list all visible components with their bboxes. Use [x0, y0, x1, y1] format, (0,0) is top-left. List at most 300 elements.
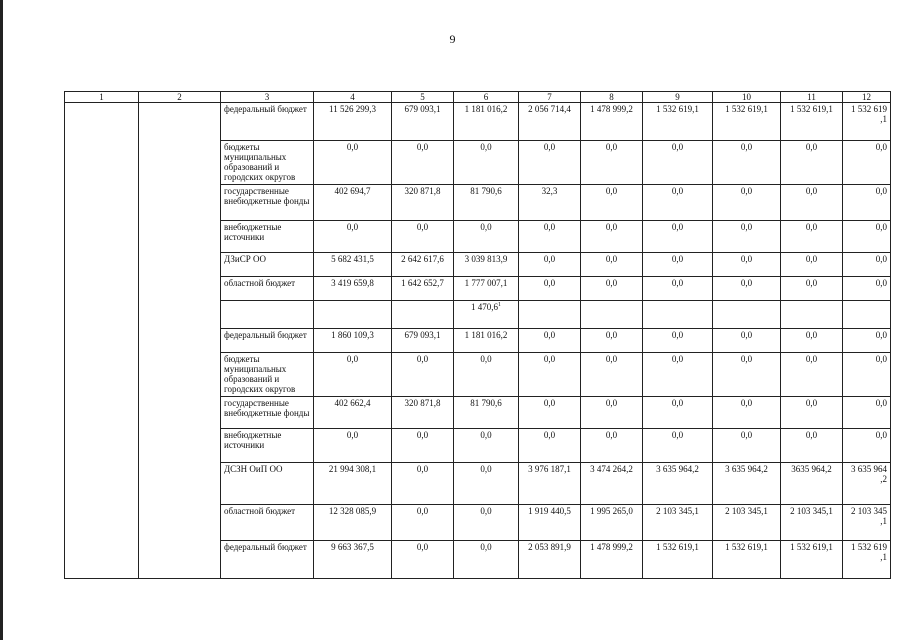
budget-table	[64, 91, 891, 579]
value-text: 0,0	[740, 222, 753, 232]
value-cell-col11	[781, 185, 843, 221]
value-cell-col7	[519, 253, 581, 277]
value-text: 0,0	[480, 506, 492, 516]
value-cell-col7	[519, 185, 581, 221]
value-text: 1 532 619 ,1	[851, 104, 887, 124]
value-text: 0,0	[543, 142, 556, 152]
value-cell-col12	[843, 463, 891, 505]
value-text: 1 532 619,1	[656, 542, 699, 552]
value-cell-col11	[781, 353, 843, 397]
value-text: 0,0	[605, 186, 618, 196]
value-cell-col7	[519, 353, 581, 397]
row-label: государственные внебюджетные фонды	[221, 185, 314, 221]
value-text: 0,0	[671, 278, 684, 288]
page-left-rule	[0, 0, 3, 640]
value-text: 0,0	[875, 354, 887, 364]
value-text: 0,0	[875, 254, 887, 264]
col1-cell	[65, 429, 139, 463]
value-cell-col5	[392, 353, 454, 397]
value-text: 2 642 617,6	[401, 254, 444, 264]
value-cell-col5	[392, 329, 454, 353]
value-cell-col5	[392, 505, 454, 541]
value-text: 3 635 964,2	[656, 464, 699, 474]
value-cell-col9	[643, 301, 713, 329]
value-text: 0,0	[805, 222, 818, 232]
value-cell-col4	[314, 429, 392, 463]
value-cell-col9	[643, 541, 713, 579]
value-cell-col9	[643, 429, 713, 463]
value-cell-col5	[392, 253, 454, 277]
column-header-4: 4	[314, 92, 392, 103]
value-cell-col12	[843, 353, 891, 397]
value-cell-col10	[713, 141, 781, 185]
value-text: 3 039 813,9	[464, 254, 508, 264]
value-text: 0,0	[480, 542, 492, 552]
value-text: 2 103 345,1	[790, 506, 833, 516]
value-text: 1 532 619,1	[725, 104, 768, 114]
value-cell-col8	[581, 463, 643, 505]
value-cell-col6	[454, 253, 519, 277]
value-text: 0,0	[480, 222, 492, 232]
value-text: 0,0	[805, 278, 818, 288]
value-text: 0,0	[740, 142, 753, 152]
value-text: 0,0	[671, 330, 684, 340]
col1-cell	[65, 103, 139, 141]
col2-cell	[139, 429, 221, 463]
value-text: 679 093,1	[404, 104, 441, 114]
col2-cell	[139, 353, 221, 397]
value-cell-col4	[314, 277, 392, 301]
value-cell-col5	[392, 463, 454, 505]
value-cell-col6	[454, 103, 519, 141]
value-cell-col7	[519, 429, 581, 463]
value-text: 2 103 345,1	[725, 506, 768, 516]
col1-cell	[65, 463, 139, 505]
value-text: 0,0	[875, 278, 887, 288]
value-text: 0,0	[543, 330, 556, 340]
value-cell-col10	[713, 301, 781, 329]
col1-cell	[65, 329, 139, 353]
value-text: 0,0	[480, 354, 492, 364]
value-text: 0,0	[605, 430, 618, 440]
value-text: 0,0	[740, 330, 753, 340]
column-header-12: 12	[843, 92, 891, 103]
column-header-5: 5	[392, 92, 454, 103]
value-cell-col5	[392, 185, 454, 221]
value-cell-col5	[392, 277, 454, 301]
value-cell-col7	[519, 505, 581, 541]
value-cell-col6	[454, 301, 519, 329]
value-text: 3 976 187,1	[528, 464, 571, 474]
value-cell-col10	[713, 103, 781, 141]
value-text: 0,0	[416, 506, 429, 516]
value-cell-col12	[843, 103, 891, 141]
value-cell-col6	[454, 353, 519, 397]
value-text: 0,0	[875, 430, 887, 440]
value-cell-col4	[314, 141, 392, 185]
col2-cell	[139, 221, 221, 253]
value-text: 0,0	[805, 186, 818, 196]
col2-cell	[139, 277, 221, 301]
value-cell-col4	[314, 505, 392, 541]
value-text: 0,0	[416, 464, 429, 474]
value-cell-col10	[713, 185, 781, 221]
value-text: 1 919 440,5	[528, 506, 571, 516]
table-row	[65, 301, 891, 329]
value-text: 0,0	[671, 354, 684, 364]
value-text: 0,0	[416, 222, 429, 232]
table-row	[65, 463, 891, 505]
col1-cell	[65, 397, 139, 429]
value-text: 0,0	[671, 254, 684, 264]
value-text: 0,0	[740, 254, 753, 264]
row-label: федеральный бюджет	[221, 541, 314, 579]
value-text: 0,0	[480, 430, 492, 440]
value-cell-col12	[843, 221, 891, 253]
value-text: 5 682 431,5	[331, 254, 374, 264]
value-cell-col8	[581, 541, 643, 579]
value-cell-col9	[643, 505, 713, 541]
col1-cell	[65, 301, 139, 329]
value-text: 402 694,7	[334, 186, 371, 196]
value-cell-col9	[643, 185, 713, 221]
value-cell-col5	[392, 141, 454, 185]
value-text: 3635 964,2	[791, 464, 832, 474]
value-text: 11 526 299,3	[329, 104, 376, 114]
value-text: 0,0	[605, 278, 618, 288]
value-text: 0,0	[543, 398, 556, 408]
value-text: 0,0	[416, 142, 429, 152]
value-text: 0,0	[740, 430, 753, 440]
value-cell-col7	[519, 541, 581, 579]
table-row	[65, 541, 891, 579]
value-text: 1 532 619,1	[790, 542, 833, 552]
value-text: 1 642 652,7	[401, 278, 444, 288]
value-cell-col10	[713, 429, 781, 463]
value-text: 2 103 345,1	[656, 506, 699, 516]
value-text: 0,0	[805, 254, 818, 264]
value-text: 0,0	[740, 398, 753, 408]
row-label: бюджеты муниципальных образований и городских округов	[221, 141, 314, 185]
value-text: 0,0	[875, 398, 887, 408]
value-cell-col8	[581, 253, 643, 277]
value-cell-col8	[581, 329, 643, 353]
column-header-2: 2	[139, 92, 221, 103]
value-cell-col4	[314, 397, 392, 429]
value-text: 0,0	[671, 222, 684, 232]
value-cell-col4	[314, 103, 392, 141]
value-cell-col10	[713, 221, 781, 253]
value-text: 0,0	[543, 222, 556, 232]
value-text: 0,0	[416, 354, 429, 364]
value-cell-col11	[781, 141, 843, 185]
row-label: внебюджетные источники	[221, 221, 314, 253]
footnote-marker: 1	[498, 302, 501, 308]
value-text: 1 995 265,0	[590, 506, 633, 516]
value-text: 0,0	[671, 142, 684, 152]
value-text: 2 103 345 ,1	[851, 506, 887, 526]
value-text: 0,0	[605, 354, 618, 364]
value-cell-col11	[781, 277, 843, 301]
row-label: областной бюджет	[221, 277, 314, 301]
col2-cell	[139, 541, 221, 579]
value-cell-col12	[843, 277, 891, 301]
value-text: 0,0	[346, 142, 359, 152]
row-label: ДЗиСР ОО	[221, 253, 314, 277]
row-label: бюджеты муниципальных образований и городских округов	[221, 353, 314, 397]
value-cell-col6	[454, 429, 519, 463]
table-row	[65, 429, 891, 463]
value-cell-col9	[643, 221, 713, 253]
col2-cell	[139, 185, 221, 221]
value-cell-col6	[454, 541, 519, 579]
value-text: 679 093,1	[404, 330, 441, 340]
value-text: 0,0	[346, 222, 359, 232]
table-row	[65, 277, 891, 301]
value-cell-col6	[454, 397, 519, 429]
value-cell-col8	[581, 103, 643, 141]
value-text: 0,0	[875, 330, 887, 340]
value-cell-col8	[581, 429, 643, 463]
value-text: 3 635 964 ,2	[851, 464, 887, 484]
row-label: федеральный бюджет	[221, 329, 314, 353]
table-row	[65, 103, 891, 141]
value-cell-col10	[713, 277, 781, 301]
table-row	[65, 397, 891, 429]
value-cell-col8	[581, 397, 643, 429]
value-cell-col6	[454, 329, 519, 353]
value-text: 0,0	[671, 186, 684, 196]
value-text: 0,0	[543, 354, 556, 364]
col2-cell	[139, 103, 221, 141]
value-cell-col8	[581, 141, 643, 185]
value-cell-col8	[581, 185, 643, 221]
value-text: 81 790,6	[470, 398, 502, 408]
col1-cell	[65, 353, 139, 397]
value-text: 2 056 714,4	[528, 104, 571, 114]
value-text: 0,0	[605, 254, 618, 264]
value-cell-col4	[314, 221, 392, 253]
table-row	[65, 329, 891, 353]
value-cell-col6	[454, 505, 519, 541]
col2-cell	[139, 463, 221, 505]
value-cell-col12	[843, 185, 891, 221]
value-text: 0,0	[740, 354, 753, 364]
col2-cell	[139, 505, 221, 541]
value-cell-col12	[843, 397, 891, 429]
value-cell-col11	[781, 253, 843, 277]
value-cell-col10	[713, 463, 781, 505]
row-label: ДСЗН ОиП ОО	[221, 463, 314, 505]
value-text: 3 419 659,8	[331, 278, 374, 288]
value-cell-col5	[392, 429, 454, 463]
value-text: 1 478 999,2	[590, 104, 633, 114]
value-cell-col8	[581, 277, 643, 301]
value-text: 1 470,6	[471, 302, 498, 312]
value-cell-col4	[314, 463, 392, 505]
value-cell-col9	[643, 463, 713, 505]
value-text: 21 994 308,1	[328, 464, 377, 474]
value-cell-col6	[454, 221, 519, 253]
value-cell-col12	[843, 301, 891, 329]
value-cell-col4	[314, 253, 392, 277]
column-header-1: 1	[65, 92, 139, 103]
value-cell-col11	[781, 541, 843, 579]
value-cell-col5	[392, 103, 454, 141]
value-cell-col7	[519, 397, 581, 429]
value-cell-col7	[519, 329, 581, 353]
value-text: 81 790,6	[470, 186, 502, 196]
value-cell-col10	[713, 505, 781, 541]
value-cell-col4	[314, 301, 392, 329]
col1-cell	[65, 277, 139, 301]
value-cell-col10	[713, 253, 781, 277]
value-text: 0,0	[416, 542, 429, 552]
col1-cell	[65, 253, 139, 277]
value-text: 32,3	[541, 186, 558, 196]
value-cell-col9	[643, 103, 713, 141]
value-text: 320 871,8	[404, 398, 441, 408]
col2-cell	[139, 253, 221, 277]
value-cell-col11	[781, 221, 843, 253]
column-header-3: 3	[221, 92, 314, 103]
value-text: 1 181 016,2	[464, 330, 508, 340]
value-text: 0,0	[671, 398, 684, 408]
value-cell-col8	[581, 353, 643, 397]
value-cell-col11	[781, 329, 843, 353]
value-cell-col5	[392, 301, 454, 329]
value-text: 1 532 619,1	[790, 104, 833, 114]
value-cell-col11	[781, 301, 843, 329]
value-cell-col11	[781, 103, 843, 141]
value-text: 0,0	[875, 186, 887, 196]
budget-table-body	[65, 92, 891, 579]
value-cell-col7	[519, 463, 581, 505]
value-text: 0,0	[805, 398, 818, 408]
table-row	[65, 141, 891, 185]
value-cell-col5	[392, 541, 454, 579]
value-text: 402 662,4	[334, 398, 371, 408]
value-cell-col12	[843, 505, 891, 541]
column-header-7: 7	[519, 92, 581, 103]
col2-cell	[139, 301, 221, 329]
value-cell-col10	[713, 329, 781, 353]
value-cell-col12	[843, 429, 891, 463]
value-text: 1 478 999,2	[590, 542, 633, 552]
value-cell-col5	[392, 397, 454, 429]
value-cell-col11	[781, 505, 843, 541]
value-text: 2 053 891,9	[528, 542, 571, 552]
col2-cell	[139, 397, 221, 429]
row-label: федеральный бюджет	[221, 103, 314, 141]
value-cell-col6	[454, 141, 519, 185]
value-text: 0,0	[805, 430, 818, 440]
value-cell-col4	[314, 541, 392, 579]
value-text: 0,0	[480, 142, 492, 152]
value-text: 9 663 367,5	[331, 542, 374, 552]
value-text: 1 181 016,2	[464, 104, 508, 114]
value-cell-col6	[454, 463, 519, 505]
col2-cell	[139, 329, 221, 353]
value-cell-col4	[314, 329, 392, 353]
value-cell-col11	[781, 397, 843, 429]
value-text: 0,0	[805, 142, 818, 152]
col1-cell	[65, 141, 139, 185]
table-row	[65, 505, 891, 541]
value-cell-col11	[781, 463, 843, 505]
table-row	[65, 353, 891, 397]
value-text: 0,0	[875, 222, 887, 232]
column-header-6: 6	[454, 92, 519, 103]
value-text: 0,0	[346, 430, 359, 440]
value-cell-col8	[581, 505, 643, 541]
col1-cell	[65, 541, 139, 579]
table-row	[65, 185, 891, 221]
value-cell-col7	[519, 301, 581, 329]
value-text: 0,0	[740, 278, 753, 288]
value-text: 0,0	[875, 142, 887, 152]
col1-cell	[65, 221, 139, 253]
table-header-row	[65, 92, 891, 103]
value-cell-col10	[713, 541, 781, 579]
value-text: 0,0	[605, 330, 618, 340]
value-text: 0,0	[416, 430, 429, 440]
value-cell-col7	[519, 221, 581, 253]
col2-cell	[139, 141, 221, 185]
value-cell-col10	[713, 397, 781, 429]
value-text: 0,0	[605, 142, 618, 152]
value-text: 1 532 619 ,1	[851, 542, 887, 562]
value-cell-col12	[843, 329, 891, 353]
value-text: 0,0	[805, 330, 818, 340]
page-number: 9	[449, 32, 456, 46]
value-text: 0,0	[740, 186, 753, 196]
table-row	[65, 221, 891, 253]
value-text: 1 532 619,1	[725, 542, 768, 552]
row-label: областной бюджет	[221, 505, 314, 541]
value-text: 1 532 619,1	[656, 104, 699, 114]
value-cell-col11	[781, 429, 843, 463]
col1-cell	[65, 505, 139, 541]
value-cell-col8	[581, 221, 643, 253]
value-text: 0,0	[346, 354, 359, 364]
value-cell-col7	[519, 103, 581, 141]
value-cell-col8	[581, 301, 643, 329]
value-cell-col9	[643, 397, 713, 429]
value-text: 3 635 964,2	[725, 464, 768, 474]
value-text: 3 474 264,2	[590, 464, 633, 474]
value-text: 0,0	[805, 354, 818, 364]
column-header-9: 9	[643, 92, 713, 103]
value-text: 0,0	[605, 222, 618, 232]
column-header-8: 8	[581, 92, 643, 103]
value-cell-col12	[843, 541, 891, 579]
row-label	[221, 301, 314, 329]
row-label: государственные внебюджетные фонды	[221, 397, 314, 429]
value-text: 0,0	[543, 430, 556, 440]
value-cell-col9	[643, 329, 713, 353]
value-cell-col12	[843, 253, 891, 277]
value-cell-col9	[643, 353, 713, 397]
value-cell-col6	[454, 185, 519, 221]
column-header-10: 10	[713, 92, 781, 103]
value-text: 0,0	[543, 278, 556, 288]
table-row	[65, 253, 891, 277]
value-text: 0,0	[605, 398, 618, 408]
value-cell-col12	[843, 141, 891, 185]
value-cell-col9	[643, 141, 713, 185]
value-cell-col9	[643, 253, 713, 277]
